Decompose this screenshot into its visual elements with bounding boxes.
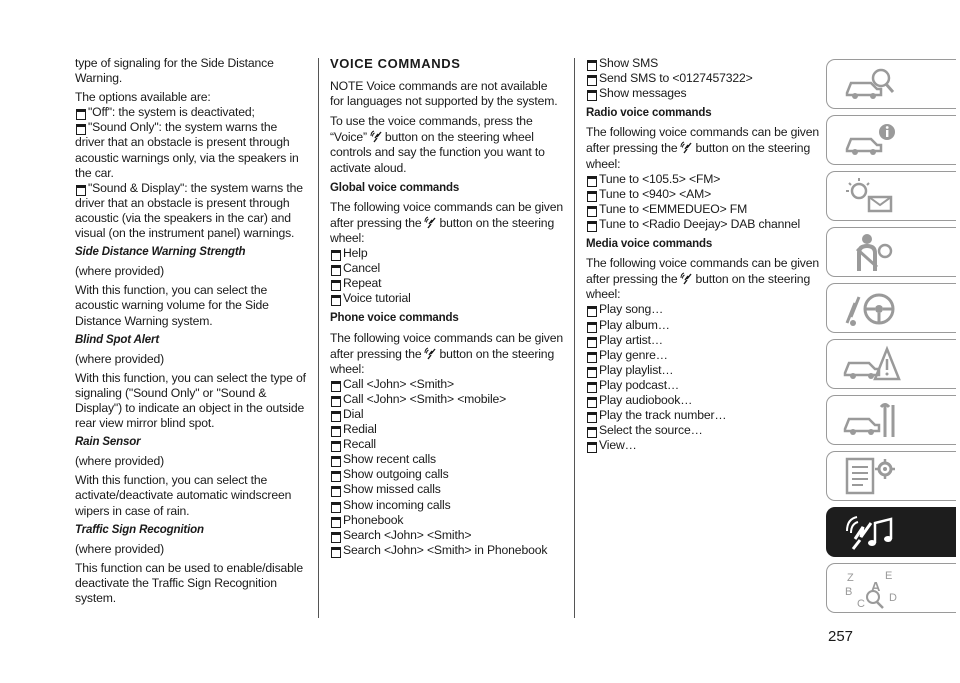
list-item: Dial xyxy=(330,407,564,422)
svg-text:A: A xyxy=(871,579,881,594)
list-item: Tune to <105.5> <FM> xyxy=(586,172,820,187)
steering-wheel-icon xyxy=(841,287,901,331)
paragraph: The following voice commands can be given after pressing the button on the steering wheel: xyxy=(330,330,563,376)
subsection-heading: Media voice commands xyxy=(586,238,713,251)
list-item: Show incoming calls xyxy=(330,498,564,513)
list-item: Tune to <Radio Deejay> DAB channel xyxy=(586,217,820,232)
page-number: 257 xyxy=(828,628,854,645)
column-divider xyxy=(318,58,319,618)
list-item: Search <John> <Smith> in Phonebook xyxy=(330,543,564,558)
column-3 xyxy=(586,56,820,453)
list-item: Repeat xyxy=(330,276,564,291)
multimedia-icon xyxy=(841,511,901,555)
svg-text:C: C xyxy=(857,598,865,610)
voice-button-icon xyxy=(679,140,693,154)
chapter-tab-index[interactable] xyxy=(826,563,956,613)
paragraph: With this function, you can select the activate/deactivate automatic windscreen wipers in case of rain. xyxy=(75,473,292,518)
car-info-icon xyxy=(841,119,901,163)
list-item: Show recent calls xyxy=(330,452,564,467)
list-item: Voice tutorial xyxy=(330,291,564,306)
list-item: Phonebook xyxy=(330,513,564,528)
paragraph: The following voice commands can be given after pressing the button on the steering wheel: xyxy=(586,125,819,171)
list-item: View… xyxy=(586,438,820,453)
paragraph: With this function, you can select the acoustic warning volume for the Side Distance Warning system. xyxy=(75,283,269,328)
list-item: Show missed calls xyxy=(330,482,564,497)
paragraph: (where provided) xyxy=(75,454,165,469)
list-item: Cancel xyxy=(330,261,564,276)
column-2 xyxy=(330,56,564,558)
list-item: Play podcast… xyxy=(586,378,820,393)
list-item: "Off": the system is deactivated; xyxy=(75,105,307,120)
section-heading: Blind Spot Alert xyxy=(75,333,160,346)
column-1 xyxy=(75,56,307,606)
note-paragraph: NOTE Voice commands are not available for languages not supported by the system. xyxy=(330,79,558,109)
svg-text:Z: Z xyxy=(847,572,854,584)
car-service-icon xyxy=(841,399,901,443)
paragraph: With this function, you can select the type of signaling ("Sound Only" or "Sound & Display") to indicate an object in the outside rear view mirror blind spot. xyxy=(75,370,306,431)
list-item: Recall xyxy=(330,437,564,452)
list-item: Redial xyxy=(330,422,564,437)
list-item: Play audiobook… xyxy=(586,393,820,408)
subsection-heading: Global voice commands xyxy=(330,181,460,194)
column-divider xyxy=(574,58,575,618)
chapter-tab-car-search[interactable] xyxy=(826,59,956,109)
paragraph: type of signaling for the Side Distance Warning. xyxy=(75,56,274,86)
paragraph: (where provided) xyxy=(75,264,165,279)
warning-lights-icon xyxy=(841,175,901,219)
list-item: Help xyxy=(330,246,564,261)
paragraph: The following voice commands can be given after pressing the button on the steering wheel: xyxy=(586,256,819,302)
list-item: Play song… xyxy=(586,302,820,317)
section-heading: Traffic Sign Recognition xyxy=(75,523,204,536)
technical-data-icon xyxy=(841,455,901,499)
section-title: VOICE COMMANDS xyxy=(330,56,461,71)
svg-text:D: D xyxy=(889,592,897,604)
car-warning-icon xyxy=(841,343,901,387)
paragraph: The following voice commands can be given after pressing the button on the steering wheel: xyxy=(330,199,563,245)
list-item: Play genre… xyxy=(586,348,820,363)
paragraph: (where provided) xyxy=(75,541,165,556)
chapter-tab-technical-data[interactable] xyxy=(826,451,956,501)
section-heading: Rain Sensor xyxy=(75,436,141,449)
chapter-tab-multimedia[interactable] xyxy=(826,507,956,557)
svg-text:B: B xyxy=(845,586,853,598)
list-item: Send SMS to <0127457322> xyxy=(586,71,820,86)
list-item: Call <John> <Smith> <mobile> xyxy=(330,392,564,407)
list-item: Show messages xyxy=(586,86,820,101)
paragraph: To use the voice commands, press the “Voice” button on the steering wheel controls and say the function you want to activate aloud. xyxy=(330,114,545,175)
list-item: Search <John> <Smith> xyxy=(330,528,564,543)
section-heading: Side Distance Warning Strength xyxy=(75,246,246,259)
list-item: Tune to <940> <AM> xyxy=(586,187,820,202)
voice-button-icon xyxy=(423,346,437,360)
paragraph: (where provided) xyxy=(75,351,165,366)
list-item: Select the source… xyxy=(586,423,820,438)
list-item: Tune to <EMMEDUEO> FM xyxy=(586,202,820,217)
paragraph: The options available are: xyxy=(75,90,211,105)
chapter-tab-steering-wheel[interactable] xyxy=(826,283,956,333)
subsection-heading: Radio voice commands xyxy=(586,107,712,120)
list-item: Call <John> <Smith> xyxy=(330,377,564,392)
list-item: Play artist… xyxy=(586,333,820,348)
seatbelt-icon xyxy=(841,231,901,275)
subsection-heading: Phone voice commands xyxy=(330,312,459,325)
list-item: "Sound & Display": the system warns the driver that an obstacle is present through acoustic (via the speakers in the car) and visual (on the instrument panel) warnings. xyxy=(75,181,307,241)
voice-button-icon xyxy=(369,129,383,143)
chapter-tab-car-warning[interactable] xyxy=(826,339,956,389)
list-item: "Sound Only": the system warns the driver that an obstacle is present through acoustic warnings only, via the speakers in the car. xyxy=(75,120,307,180)
svg-text:E: E xyxy=(885,570,893,582)
list-item: Show outgoing calls xyxy=(330,467,564,482)
voice-button-icon xyxy=(679,271,693,285)
list-item: Play playlist… xyxy=(586,363,820,378)
chapter-tab-car-info[interactable] xyxy=(826,115,956,165)
car-search-icon xyxy=(841,63,901,107)
index-icon xyxy=(841,567,901,611)
paragraph: This function can be used to enable/disable deactivate the Traffic Sign Recognition system. xyxy=(75,560,303,605)
voice-button-icon xyxy=(423,215,437,229)
list-item: Show SMS xyxy=(586,56,820,71)
chapter-tab-warning-lights[interactable] xyxy=(826,171,956,221)
chapter-tab-car-service[interactable] xyxy=(826,395,956,445)
list-item: Play album… xyxy=(586,318,820,333)
list-item: Play the track number… xyxy=(586,408,820,423)
chapter-tab-seatbelt[interactable] xyxy=(826,227,956,277)
